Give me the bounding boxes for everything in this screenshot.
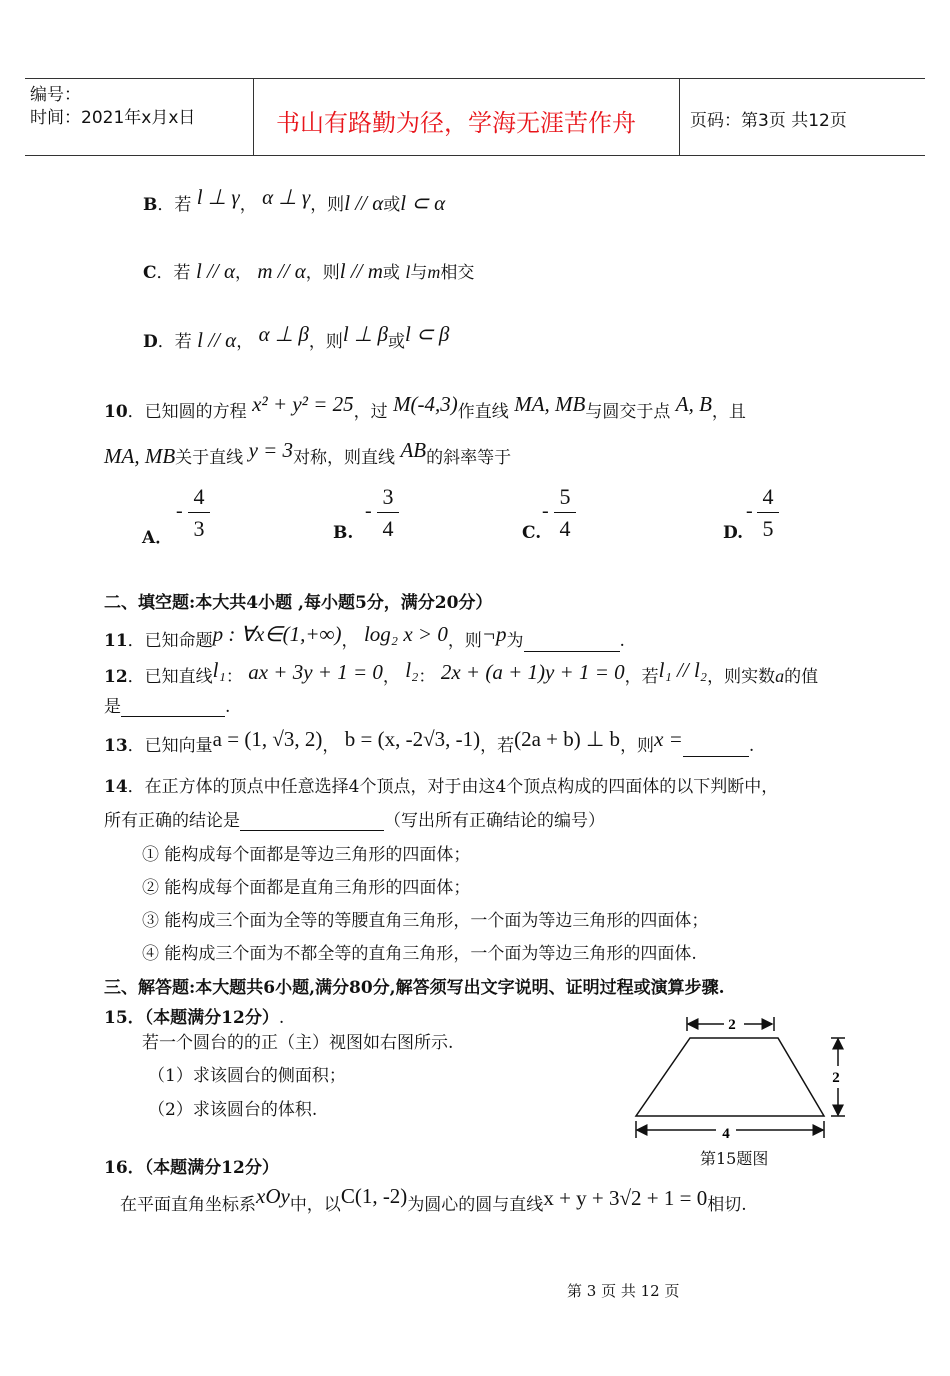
header-number-label: 编号： [30, 85, 81, 105]
math-expr: l₁ [212, 658, 226, 682]
text: . [748, 736, 755, 756]
math-expr: M(-4,3) [393, 392, 458, 416]
text: ．已知直线 [127, 667, 213, 687]
text: 的斜率等于 [426, 448, 512, 468]
q14-line-1 [104, 772, 778, 797]
math-expr: l ⊥ γ [196, 185, 240, 209]
text: 或 [387, 332, 405, 352]
math-expr: MA, MB [514, 392, 586, 416]
trapezoid-shape [636, 1038, 824, 1116]
math-expr: 2x + (a + 1)y + 1 = 0 [440, 660, 625, 684]
math-expr: α ⊥ β [258, 322, 309, 346]
math-expr: y = 3 [248, 438, 294, 462]
q10-line-1 [104, 392, 746, 423]
text: ，则 [310, 195, 345, 215]
text: 若 [174, 332, 192, 352]
q14-item-2: ② 能构成每个面都是直角三角形的四面体； [142, 878, 471, 898]
option-label: B [143, 195, 158, 215]
text: 关于直线 [175, 448, 244, 468]
q14-item-4: ④ 能构成三个面为不都全等的直角三角形，一个面为等边三角形的四面体. [142, 944, 697, 964]
q10-option-d-sign: - [746, 500, 753, 522]
page-footer: 第 3 页 共 12 页 [567, 1282, 680, 1300]
text: 相交 [440, 263, 475, 283]
question-number: 11 [104, 631, 128, 651]
text: 相切. [707, 1195, 747, 1215]
math-expr: ax + 3y + 1 = 0 [248, 660, 383, 684]
math-expr: p : ∀x∈(1,+∞) [212, 622, 342, 646]
q16-line [120, 1184, 747, 1216]
header-motto: 书山有路勤为径，学海无涯苦作舟 [276, 109, 636, 137]
math-expr: a [775, 666, 785, 686]
q16-heading [104, 1153, 279, 1178]
question-number: 12 [104, 667, 128, 687]
q15-heading [104, 1003, 284, 1028]
q14-item-3: ③ 能构成三个面为全等的等腰直角三角形，一个面为等边三角形的四面体； [142, 911, 709, 931]
text: ， [382, 667, 400, 687]
text: 为 [506, 631, 524, 651]
math-expr: l ⊂ α [400, 191, 446, 215]
q12-line-2 [104, 692, 230, 717]
text: ，则 [305, 263, 340, 283]
q10-option-d-fraction [757, 484, 779, 542]
answer-blank[interactable] [240, 830, 384, 831]
math-expr: C(1, -2) [340, 1184, 408, 1208]
math-expr: l ⊂ β [404, 322, 450, 346]
math-expr: x + y + 3√2 + 1 = 0 [543, 1186, 708, 1210]
numerator: 4 [762, 484, 774, 509]
text: ，过 [353, 402, 388, 422]
header-divider-left [253, 78, 254, 155]
text: ， [322, 736, 340, 756]
q10-option-b-label: B. [333, 523, 354, 543]
section-3-title: 三、解答题:本大题共6小题,满分80分,解答须写出文字说明、证明过程或演算步骤. [104, 978, 725, 998]
q10-option-d-label: D. [723, 523, 744, 543]
header-top-rule [25, 78, 925, 79]
text: 与圆交于点 [585, 402, 671, 422]
math-expr: x = [654, 727, 683, 751]
math-expr: l // α [197, 328, 237, 352]
text: . [278, 1008, 285, 1028]
question-number: 14 [104, 777, 128, 797]
text: 在平面直角坐标系 [120, 1195, 256, 1215]
math-expr: l // α [344, 191, 384, 215]
q10-line-2 [104, 438, 512, 469]
denominator: 3 [193, 516, 205, 541]
text: . [619, 631, 625, 651]
math-expr: A, B [675, 392, 712, 416]
text: ，则 [308, 332, 343, 352]
text: 为圆心的圆与直线 [407, 1195, 544, 1215]
text: ，若 [480, 736, 515, 756]
text: 对称，则直线 [293, 448, 396, 468]
text: ， [239, 195, 257, 215]
header-time-label: 时间：2021年x月x日 [30, 108, 196, 128]
text: ．已知向量 [127, 736, 213, 756]
text: ，若 [624, 667, 659, 687]
text: ．已知命题 [127, 631, 213, 651]
text: ， [236, 332, 254, 352]
text: 或 [383, 195, 401, 215]
q14-item-1: ① 能构成每个面都是等边三角形的四面体； [142, 845, 471, 865]
q10-option-a-fraction [188, 484, 210, 542]
math-expr: l [405, 262, 411, 282]
math-expr: MA, MB [104, 444, 176, 468]
q10-option-b-fraction [377, 484, 399, 542]
header-bottom-rule [25, 155, 925, 156]
math-expr: m [427, 262, 441, 282]
q15-line-2: （1）求该圆台的侧面积； [148, 1066, 346, 1086]
text: （写出所有正确结论的编号） [384, 811, 605, 831]
math-expr: xOy [256, 1184, 290, 1208]
text: 作直线 [457, 402, 509, 422]
math-expr: l // α [195, 259, 235, 283]
q10-option-c-label: C. [522, 523, 542, 543]
q10-option-a-label: A． [142, 528, 173, 548]
text: 与 [410, 263, 428, 283]
text: ： [418, 667, 436, 687]
q14-line-2 [104, 806, 605, 831]
q9-option-c: C．若 l // α， m // α，则l // m或 l与m相交 [143, 259, 475, 283]
header-page-info: 页码：第3页 共12页 [690, 111, 847, 131]
text: ，且 [711, 402, 746, 422]
denominator: 4 [559, 516, 571, 541]
math-expr: log₂ x > 0 [363, 622, 448, 646]
math-expr: l ⊥ β [342, 322, 388, 346]
question-number: 13 [104, 736, 128, 756]
option-label: D [143, 332, 158, 352]
text: （本题满分12分） [144, 1158, 279, 1178]
numerator: 4 [193, 484, 205, 509]
text: ： [225, 667, 243, 687]
math-expr: x² + y² = 25 [252, 392, 354, 416]
math-expr: l₂ [405, 658, 419, 682]
text: ，则 [447, 631, 482, 651]
question-number: 15． [104, 1008, 145, 1028]
header-divider-right [679, 78, 680, 155]
text: ．已知圆的方程 [127, 402, 247, 422]
answer-blank[interactable] [524, 651, 620, 652]
math-expr: b = (x, -2√3, -1) [344, 727, 481, 751]
text: 若 [174, 195, 192, 215]
text: 或 [382, 263, 400, 283]
q15-figure-caption: 第15题图 [700, 1149, 769, 1168]
q9-option-b: B．若 l ⊥ γ， α ⊥ γ，则l // α或l ⊂ α [143, 185, 446, 215]
q13 [104, 727, 755, 757]
text: （本题满分12分） [144, 1008, 279, 1028]
math-expr: α ⊥ γ [262, 185, 311, 209]
section-2-title: 二、填空题:本大共4小题 ,每小题5分，满分20分） [104, 593, 493, 613]
q11 [104, 622, 625, 652]
height-dimension-label: 2 [832, 1070, 840, 1086]
q9-option-d: D．若 l // α， α ⊥ β，则l ⊥ β或l ⊂ β [143, 322, 450, 352]
text: ，则 [620, 736, 655, 756]
math-expr: l // m [339, 259, 383, 283]
text: 是 [104, 697, 121, 717]
math-expr: a = (1, √3, 2) [212, 727, 323, 751]
q10-option-c-sign: - [542, 500, 549, 522]
q15-line-1: 若一个圆台的的正（主）视图如右图所示. [142, 1033, 454, 1053]
text: . [225, 697, 231, 717]
bottom-dimension-label: 4 [722, 1126, 730, 1142]
answer-blank[interactable] [683, 756, 749, 757]
math-expr: (2a + b) ⊥ b [514, 727, 621, 751]
question-number: 16． [104, 1158, 145, 1178]
text: 的值 [784, 667, 819, 687]
denominator: 4 [382, 516, 394, 541]
question-number: 10 [104, 402, 128, 422]
math-expr: l₁ // l₂ [658, 658, 708, 682]
q10-option-a-sign: - [176, 500, 183, 522]
text: 中，以 [289, 1195, 341, 1215]
q15-trapezoid-figure [620, 1008, 860, 1148]
q15-line-3: （2）求该圆台的体积. [148, 1100, 318, 1120]
answer-blank[interactable] [121, 716, 225, 717]
denominator: 5 [762, 516, 774, 541]
math-expr: AB [400, 438, 427, 462]
q10-option-b-sign: - [365, 500, 372, 522]
text: 若 [173, 263, 191, 283]
text: ，则实数 [707, 667, 776, 687]
text: ， [234, 263, 252, 283]
q10-option-c-fraction [554, 484, 576, 542]
numerator: 5 [559, 484, 571, 509]
top-dimension-label: 2 [728, 1017, 736, 1033]
text: ， [341, 631, 359, 651]
math-expr: m // α [257, 259, 306, 283]
option-label: C [143, 263, 157, 283]
math-expr: ¬p [481, 622, 507, 646]
text: ．在正方体的顶点中任意选择4个顶点，对于由这4个顶点构成的四面体的以下判断中， [127, 777, 779, 797]
text: 所有正确的结论是 [104, 811, 240, 831]
q12-line-1 [104, 658, 819, 688]
numerator: 3 [382, 484, 394, 509]
